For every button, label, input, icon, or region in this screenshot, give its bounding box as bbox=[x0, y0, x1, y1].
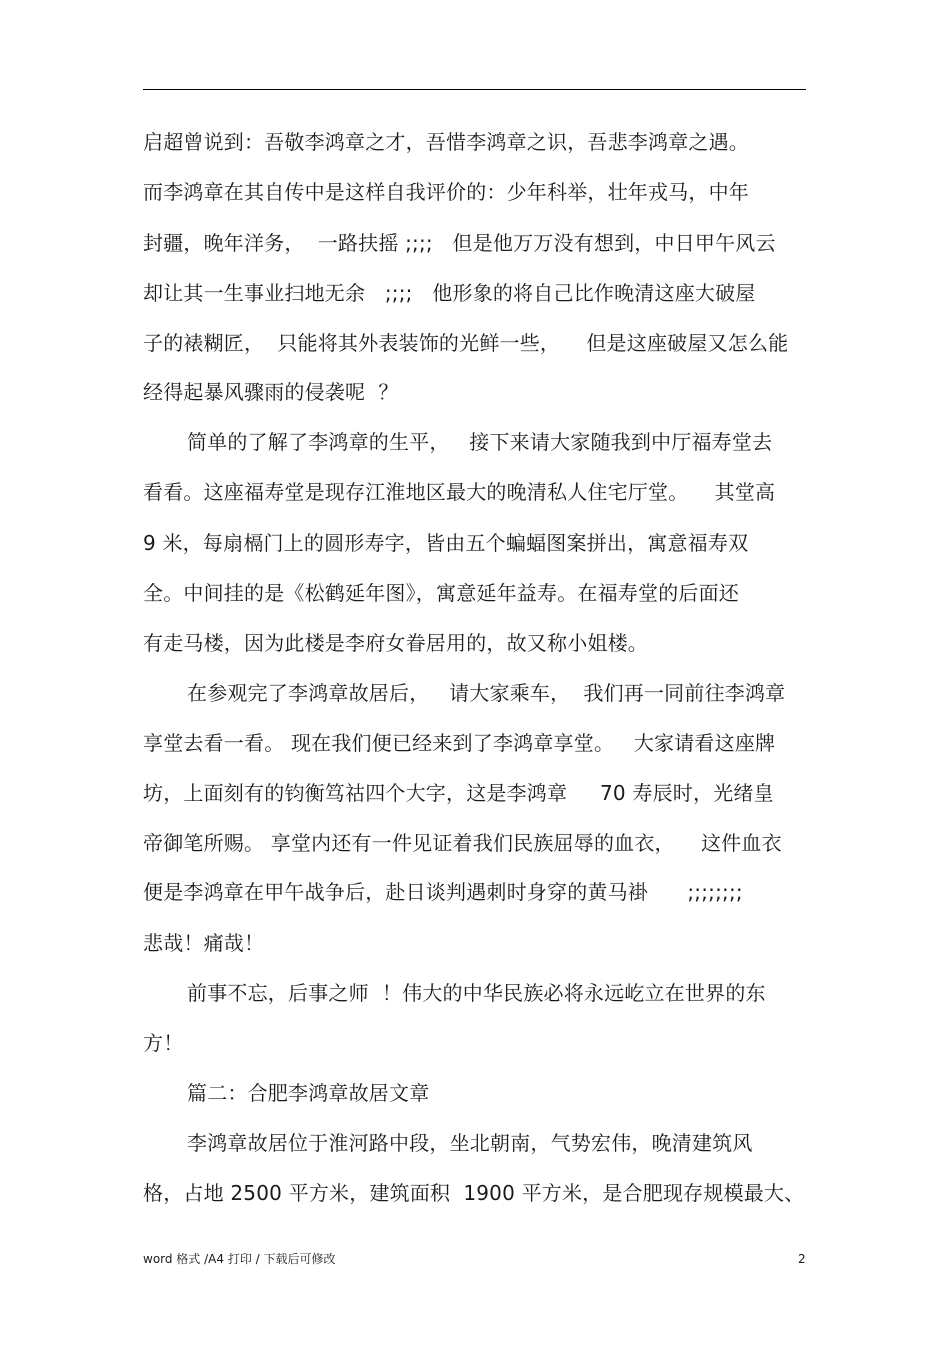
paragraph-first-line: 在参观完了李鸿章故居后， 请大家乘车， 我们再一同前往李鸿章 bbox=[187, 681, 786, 705]
text-line: 9 米，每扇槅门上的圆形寿字，皆由五个蝙蝠图案拼出，寓意福寿双 bbox=[143, 531, 749, 555]
text-line: 子的裱糊匠， 只能将其外表装饰的光鲜一些， 但是这座破屋又怎么能 bbox=[143, 331, 789, 355]
paragraph-first-line: 李鸿章故居位于淮河路中段，坐北朝南，气势宏伟，晚清建筑风 bbox=[187, 1131, 753, 1155]
text-line: 全。中间挂的是《松鹤延年图》，寓意延年益寿。在福寿堂的后面还 bbox=[143, 581, 739, 605]
text-line: 而李鸿章在其自传中是这样自我评价的：少年科举，壮年戎马，中年 bbox=[143, 180, 749, 204]
text-line: 坊，上面刻有的钧衡笃祜四个大字，这是李鸿章 70 寿辰时，光绪皇 bbox=[143, 781, 774, 805]
text-line: 有走马楼，因为此楼是李府女眷居用的，故又称小姐楼。 bbox=[143, 631, 648, 655]
paragraph-first-line: 前事不忘，后事之师 ！伟大的中华民族必将永远屹立在世界的东 bbox=[187, 981, 766, 1005]
text-line: 便是李鸿章在甲午战争后，赴日谈判遇刺时身穿的黄马褂 ;;;;;;;; bbox=[143, 880, 743, 904]
text-line: 格，占地 2500 平方米，建筑面积 1900 平方米，是合肥现存规模最大、 bbox=[143, 1181, 805, 1205]
text-line: 悲哉！痛哉！ bbox=[143, 931, 265, 955]
text-line: 方！ bbox=[143, 1031, 184, 1055]
text-line: 却让其一生事业扫地无余 ;;;; 他形象的将自己比作晚清这座大破屋 bbox=[143, 281, 756, 305]
text-line: 启超曾说到：吾敬李鸿章之才，吾惜李鸿章之识，吾悲李鸿章之遇。 bbox=[143, 130, 749, 154]
section-heading: 篇二：合肥李鸿章故居文章 bbox=[187, 1081, 430, 1105]
header-rule bbox=[143, 89, 806, 90]
text-line: 享堂去看一看。 现在我们便已经来到了李鸿章享堂。 大家请看这座牌 bbox=[143, 731, 776, 755]
footer-note: word 格式 /A4 打印 / 下载后可修改 bbox=[143, 1252, 336, 1266]
text-line: 封疆，晚年洋务， 一路扶摇 ;;;; 但是他万万没有想到，中日甲午风云 bbox=[143, 231, 776, 255]
text-line: 看看。这座福寿堂是现存江淮地区最大的晚清私人住宅厅堂。 其堂高 bbox=[143, 480, 776, 504]
text-line: 经得起暴风骤雨的侵袭呢 ？ bbox=[143, 380, 399, 404]
text-line: 帝御笔所赐。 享堂内还有一件见证着我们民族屈辱的血衣， 这件血衣 bbox=[143, 831, 782, 855]
page-number: 2 bbox=[798, 1252, 806, 1266]
paragraph-first-line: 简单的了解了李鸿章的生平， 接下来请大家随我到中厅福寿堂去 bbox=[187, 430, 773, 454]
